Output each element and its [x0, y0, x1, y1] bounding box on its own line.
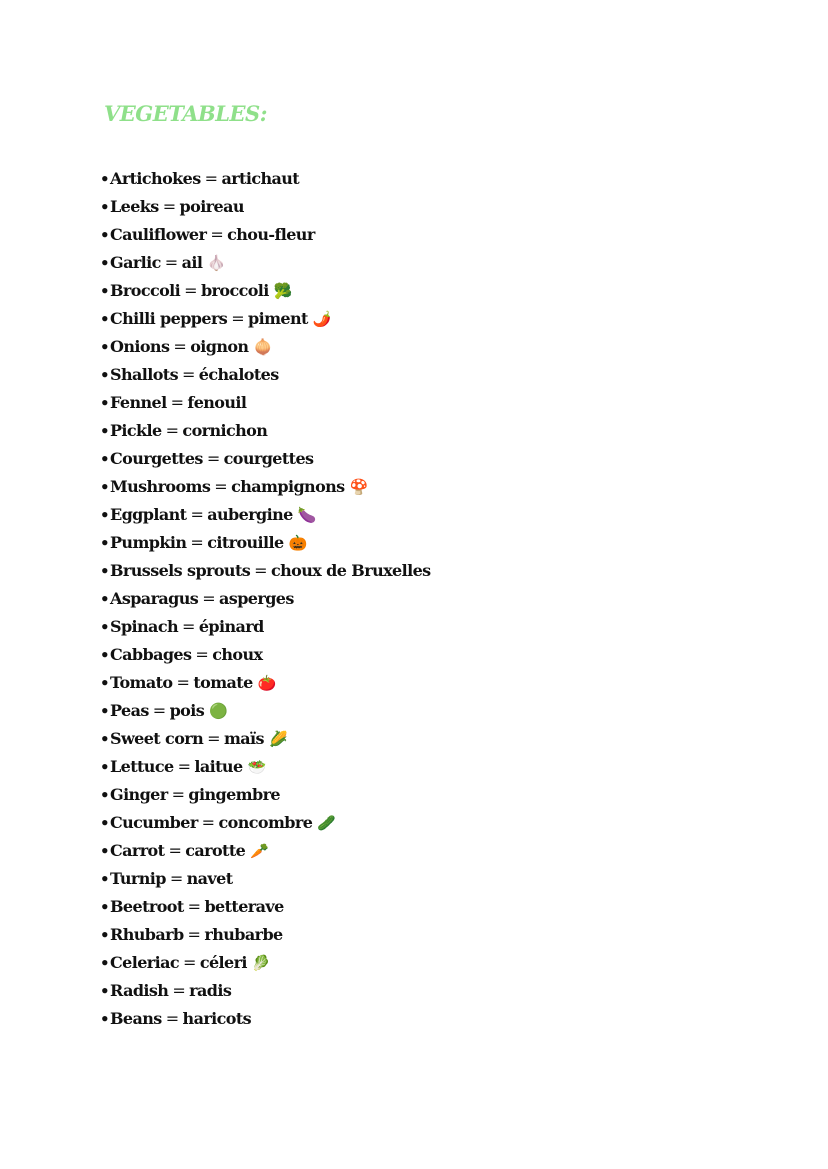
bullet-icon: • [100, 618, 109, 636]
bullet-icon: • [100, 926, 109, 944]
english-word: Sweet corn [110, 729, 204, 748]
equals-sign: = [184, 281, 197, 300]
french-word: tomate [193, 673, 253, 692]
english-word: Turnip [110, 869, 166, 888]
equals-sign: = [168, 841, 182, 860]
english-word: Ginger [110, 785, 168, 804]
equals-sign: = [177, 757, 191, 776]
equals-sign: = [164, 253, 178, 272]
vegetable-emoji-icon: 🍅 [257, 673, 277, 692]
equals-sign: = [231, 309, 245, 328]
equals-sign: = [162, 197, 176, 216]
vegetable-emoji-icon: 🥒 [317, 813, 336, 832]
french-word: carotte [185, 841, 246, 860]
equals-sign: = [202, 589, 216, 608]
list-item [100, 417, 431, 445]
equals-sign: = [206, 449, 220, 468]
equals-sign: = [165, 1009, 179, 1028]
french-word: ail [181, 253, 203, 272]
bullet-icon: • [100, 338, 109, 356]
french-word: pois [169, 701, 205, 720]
list-item [100, 725, 431, 753]
bullet-icon: • [100, 254, 109, 272]
vegetable-emoji-icon: 🧄 [207, 253, 226, 272]
english-word: Spinach [110, 617, 178, 636]
list-item [100, 977, 431, 1005]
french-word: radis [189, 981, 232, 1000]
bullet-icon: • [100, 534, 109, 552]
list-item [100, 809, 431, 837]
bullet-icon: • [100, 702, 109, 720]
equals-sign: = [190, 505, 204, 524]
english-word: Shallots [110, 365, 178, 384]
equals-sign: = [195, 645, 209, 664]
french-word: concombre [218, 813, 313, 832]
equals-sign: = [254, 561, 267, 580]
list-item [100, 501, 431, 529]
list-item [100, 585, 431, 613]
bullet-icon: • [100, 506, 109, 524]
english-word: Cauliflower [110, 225, 207, 244]
equals-sign: = [210, 225, 224, 244]
list-item [100, 193, 431, 221]
vegetable-emoji-icon: 🥬 [251, 953, 271, 972]
english-word: Beetroot [110, 897, 184, 916]
french-word: aubergine [207, 505, 293, 524]
vegetable-emoji-icon: 🍆 [297, 505, 317, 524]
english-word: Celeriac [110, 953, 179, 972]
english-word: Chilli peppers [110, 309, 228, 328]
bullet-icon: • [100, 478, 109, 496]
french-word: gingembre [188, 785, 280, 804]
list-item [100, 865, 431, 893]
bullet-icon: • [100, 226, 109, 244]
equals-sign: = [187, 925, 201, 944]
list-item [100, 613, 431, 641]
bullet-icon: • [100, 982, 109, 1000]
french-word: choux [212, 645, 263, 664]
bullet-icon: • [100, 730, 109, 748]
french-word: choux de Bruxelles [270, 561, 431, 580]
bullet-icon: • [100, 590, 109, 608]
list-item [100, 249, 431, 277]
list-item [100, 949, 431, 977]
french-word: champignons [231, 477, 345, 496]
bullet-icon: • [100, 758, 109, 776]
english-word: Broccoli [110, 281, 181, 300]
french-word: courgettes [223, 449, 314, 468]
bullet-icon: • [100, 422, 109, 440]
list-item [100, 361, 431, 389]
list-item [100, 837, 431, 865]
equals-sign: = [214, 477, 228, 496]
english-word: Onions [110, 337, 170, 356]
equals-sign: = [204, 169, 218, 188]
english-word: Peas [110, 701, 149, 720]
equals-sign: = [165, 421, 179, 440]
equals-sign: = [176, 673, 190, 692]
bullet-icon: • [100, 646, 109, 664]
list-item [100, 445, 431, 473]
bullet-icon: • [100, 282, 109, 300]
equals-sign: = [181, 365, 195, 384]
french-word: citrouille [207, 533, 284, 552]
bullet-icon: • [100, 954, 109, 972]
english-word: Fennel [110, 393, 167, 412]
equals-sign: = [152, 701, 166, 720]
bullet-icon: • [100, 1010, 109, 1028]
list-item [100, 893, 431, 921]
equals-sign: = [170, 393, 184, 412]
list-item [100, 333, 431, 361]
list-item [100, 921, 431, 949]
list-item [100, 697, 431, 725]
bullet-icon: • [100, 842, 109, 860]
french-word: épinard [198, 617, 264, 636]
english-word: Brussels sprouts [110, 561, 251, 580]
english-word: Rhubarb [110, 925, 184, 944]
english-word: Eggplant [110, 505, 187, 524]
bullet-icon: • [100, 170, 109, 188]
french-word: fenouil [187, 393, 247, 412]
french-word: chou-fleur [227, 225, 315, 244]
bullet-icon: • [100, 814, 109, 832]
equals-sign: = [169, 869, 183, 888]
list-item [100, 669, 431, 697]
list-item [100, 1005, 431, 1033]
english-word: Pumpkin [110, 533, 187, 552]
french-word: poireau [179, 197, 244, 216]
english-word: Leeks [110, 197, 159, 216]
bullet-icon: • [100, 198, 109, 216]
bullet-icon: • [100, 786, 109, 804]
english-word: Cucumber [110, 813, 198, 832]
french-word: piment [248, 309, 308, 328]
list-item [100, 557, 431, 585]
french-word: rhubarbe [204, 925, 283, 944]
french-word: haricots [182, 1009, 252, 1028]
english-word: Cabbages [110, 645, 192, 664]
vocabulary-list [100, 165, 431, 1033]
list-item [100, 753, 431, 781]
list-item [100, 641, 431, 669]
vegetable-emoji-icon: 🥕 [250, 841, 269, 860]
vegetable-emoji-icon: 🎃 [288, 533, 308, 552]
french-word: céleri [199, 953, 247, 972]
list-item [100, 221, 431, 249]
equals-sign: = [182, 617, 195, 636]
english-word: Tomato [110, 673, 173, 692]
vegetable-emoji-icon: 🥗 [247, 757, 267, 776]
french-word: navet [186, 869, 233, 888]
french-word: laitue [194, 757, 243, 776]
bullet-icon: • [100, 310, 109, 328]
vegetable-emoji-icon: 🍄 [349, 477, 369, 496]
french-word: cornichon [182, 421, 268, 440]
vegetable-emoji-icon: 🥦 [273, 281, 293, 300]
vegetable-emoji-icon: 🌽 [268, 729, 288, 748]
english-word: Radish [110, 981, 169, 1000]
equals-sign: = [201, 813, 215, 832]
list-item [100, 165, 431, 193]
bullet-icon: • [100, 450, 109, 468]
english-word: Asparagus [110, 589, 199, 608]
equals-sign: = [183, 953, 196, 972]
bullet-icon: • [100, 870, 109, 888]
bullet-icon: • [100, 898, 109, 916]
french-word: betterave [204, 897, 284, 916]
equals-sign: = [171, 785, 185, 804]
vegetable-emoji-icon: 🌶️ [312, 309, 332, 328]
list-item [100, 305, 431, 333]
french-word: asperges [219, 589, 294, 608]
vegetable-emoji-icon: 🧅 [253, 337, 273, 356]
english-word: Artichokes [110, 169, 201, 188]
equals-sign: = [172, 981, 186, 1000]
english-word: Pickle [110, 421, 162, 440]
bullet-icon: • [100, 562, 109, 580]
vegetable-emoji-icon: 🟢 [209, 701, 228, 720]
equals-sign: = [207, 729, 220, 748]
french-word: broccoli [200, 281, 269, 300]
list-item [100, 277, 431, 305]
list-item [100, 473, 431, 501]
list-item [100, 389, 431, 417]
french-word: échalotes [198, 365, 279, 384]
bullet-icon: • [100, 394, 109, 412]
equals-sign: = [190, 533, 204, 552]
english-word: Beans [110, 1009, 162, 1028]
english-word: Mushrooms [110, 477, 211, 496]
french-word: maïs [223, 729, 264, 748]
english-word: Lettuce [110, 757, 174, 776]
english-word: Courgettes [110, 449, 203, 468]
english-word: Garlic [110, 253, 161, 272]
equals-sign: = [173, 337, 187, 356]
english-word: Carrot [110, 841, 165, 860]
french-word: oignon [190, 337, 249, 356]
list-item [100, 781, 431, 809]
list-item [100, 529, 431, 557]
page-title: VEGETABLES: [104, 101, 267, 126]
french-word: artichaut [221, 169, 300, 188]
bullet-icon: • [100, 366, 109, 384]
bullet-icon: • [100, 674, 109, 692]
equals-sign: = [187, 897, 201, 916]
